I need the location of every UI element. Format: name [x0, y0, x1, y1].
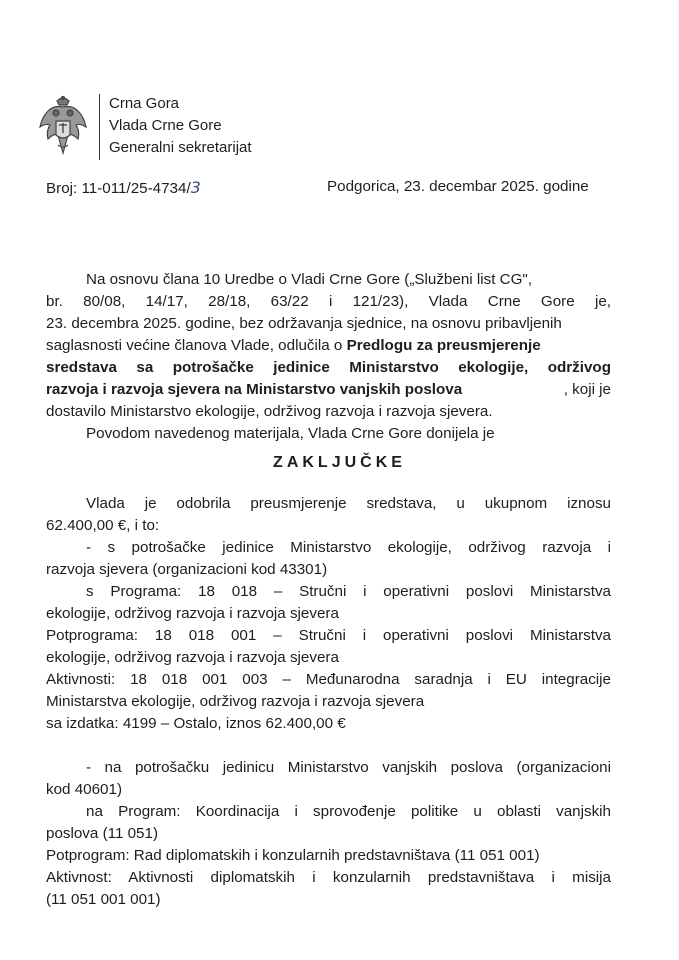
intro-line-6-bold: razvoja i razvoja sjevera na Ministarstvo vanjskih poslova [46, 381, 463, 398]
reference-number [46, 178, 201, 197]
intro-line-5: sredstava sa potrošačke jedinice Ministarstvo ekologije, održivog [46, 359, 611, 376]
header-government: Vlada Crne Gore [109, 117, 222, 134]
body-line-6: ekologije, održivog razvoja i razvoja sjevera [46, 605, 339, 622]
body-line-10: Ministarstva ekologije, održivog razvoja i razvoja sjevera [46, 693, 425, 710]
reference-number-text: Broj: 11-011/25-4734/ [46, 180, 191, 197]
body-line-11: sa izdatka: 4199 – Ostalo, iznos 62.400,00 € [46, 715, 346, 732]
intro-line-3: 23. decembra 2025. godine, bez održavanja sjednice, na osnovu pribavljenih [46, 315, 562, 332]
document-title: ZAKLJUČKE [273, 454, 406, 471]
intro-line-4-bold: Predlogu za preusmjerenje [346, 337, 541, 354]
body-line-14: na Program: Koordinacija i sprovođenje politike u oblasti vanjskih [86, 803, 611, 820]
body-line-17: Aktivnost: Aktivnosti diplomatskih i konzularnih predstavništava i misija [46, 869, 611, 886]
body-line-15: poslova (11 051) [46, 825, 159, 842]
body-line-3: - s potrošačke jedinice Ministarstvo ekologije, održivog razvoja i [86, 539, 611, 556]
body-line-8: ekologije, održivog razvoja i razvoja sjevera [46, 649, 339, 666]
place-date: Podgorica, 23. decembar 2025. godine [327, 178, 589, 195]
body-line-9: Aktivnosti: 18 018 001 003 – Međunarodna saradnja i EU integracije [46, 671, 611, 688]
intro-line-6-normal: , koji je [563, 381, 611, 398]
body-line-5: s Programa: 18 018 – Stručni i operativni poslovi Ministarstva [86, 583, 611, 600]
body-line-18: (11 051 001 001) [46, 891, 161, 908]
coat-of-arms-icon [36, 95, 90, 157]
body-line-4: razvoja sjevera (organizacioni kod 43301) [46, 561, 328, 578]
body-line-2: 62.400,00 €, i to: [46, 517, 160, 534]
intro-line-8: Povodom navedenog materijala, Vlada Crne Gore donijela je [86, 425, 495, 442]
body-line-12: - na potrošačku jedinicu Ministarstvo vanjskih poslova (organizacioni [86, 759, 611, 776]
intro-line-4-normal: saglasnosti većine članova Vlade, odlučila o [46, 337, 347, 354]
header-office: Generalni sekretarijat [109, 139, 252, 156]
intro-line-6 [46, 381, 611, 398]
intro-line-4 [46, 337, 541, 354]
intro-line-2: br. 80/08, 14/17, 28/18, 63/22 i 121/23), Vlada Crne Gore je, [46, 293, 611, 310]
handwritten-suffix: 3 [190, 178, 201, 197]
body-line-1: Vlada je odobrila preusmjerenje sredstava, u ukupnom iznosu [86, 495, 611, 512]
header-country: Crna Gora [109, 95, 180, 112]
intro-line-7: dostavilo Ministarstvo ekologije, održivog razvoja i razvoja sjevera. [46, 403, 493, 420]
body-line-7: Potprograma: 18 018 001 – Stručni i operativni poslovi Ministarstva [46, 627, 611, 644]
body-line-16: Potprogram: Rad diplomatskih i konzularnih predstavništava (11 051 001) [46, 847, 540, 864]
header-divider [99, 94, 100, 160]
body-line-13: kod 40601) [46, 781, 122, 798]
intro-line-1: Na osnovu člana 10 Uredbe o Vladi Crne Gore („Službeni list CG", [86, 271, 533, 288]
